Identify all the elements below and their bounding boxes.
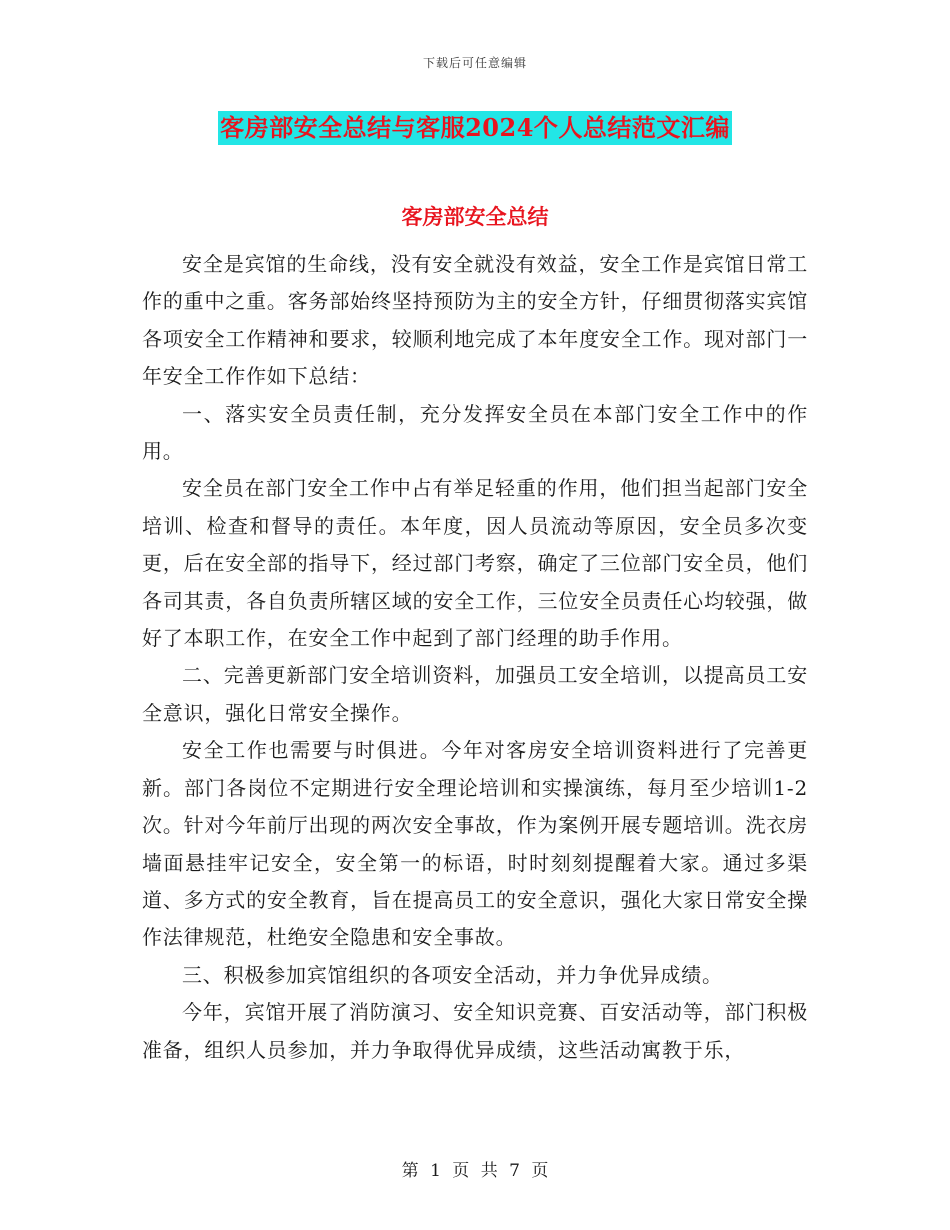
paragraph: 安全是宾馆的生命线，没有安全就没有效益，安全工作是宾馆日常工作的重中之重。客务部始终坚持预防为主的安全方针，仔细贯彻落实宾馆各项安全工作精神和要求，较顺利地完成了本年度安全工作。现对部门一年安全工作作如下总结： <box>142 252 808 389</box>
document-body <box>142 246 808 1069</box>
document-title-container <box>0 111 950 145</box>
header-note: 下载后可任意编辑 <box>422 56 527 70</box>
paragraph: 二、完善更新部门安全培训资料，加强员工安全培训，以提高员工安全意识，强化日常安全操作。 <box>142 663 808 725</box>
paragraph: 一、落实安全员责任制，充分发挥安全员在本部门安全工作中的作用。 <box>142 401 808 464</box>
paragraph: 三、积极参加宾馆组织的各项安全活动，并力争优异成绩。 <box>182 962 723 987</box>
document-title: 客房部安全总结与客服2024个人总结范文汇编 <box>218 111 732 145</box>
paragraph: 安全工作也需要与时俱进。今年对客房安全培训资料进行了完善更新。部门各岗位不定期进行安全理论培训和实操演练，每月至少培训1-2次。针对今年前厅出现的两次安全事故，作为案例开展专题培训。洗衣房墙面悬挂牢记安全，安全第一的标语，时时刻刻提醒着大家。通过多渠道、多方式的安全教育，旨在提高员工的安全意识，强化大家日常安全操作法律规范，杜绝安全隐患和安全事故。 <box>142 738 808 950</box>
section-title: 客房部安全总结 <box>401 204 549 229</box>
page-footer: 第 1 页 共 7 页 <box>401 1161 549 1181</box>
paragraph: 安全员在部门安全工作中占有举足轻重的作用，他们担当起部门安全培训、检查和督导的责任。本年度，因人员流动等原因，安全员多次变更，后在安全部的指导下，经过部门考察，确定了三位部门安全员，他们各司其责，各自负责所辖区域的安全工作，三位安全员责任心均较强，做好了本职工作，在安全工作中起到了部门经理的助手作用。 <box>142 476 808 651</box>
paragraph: 今年，宾馆开展了消防演习、安全知识竞赛、百安活动等，部门积极准备，组织人员参加，并力争取得优异成绩，这些活动寓教于乐， <box>142 1000 808 1062</box>
